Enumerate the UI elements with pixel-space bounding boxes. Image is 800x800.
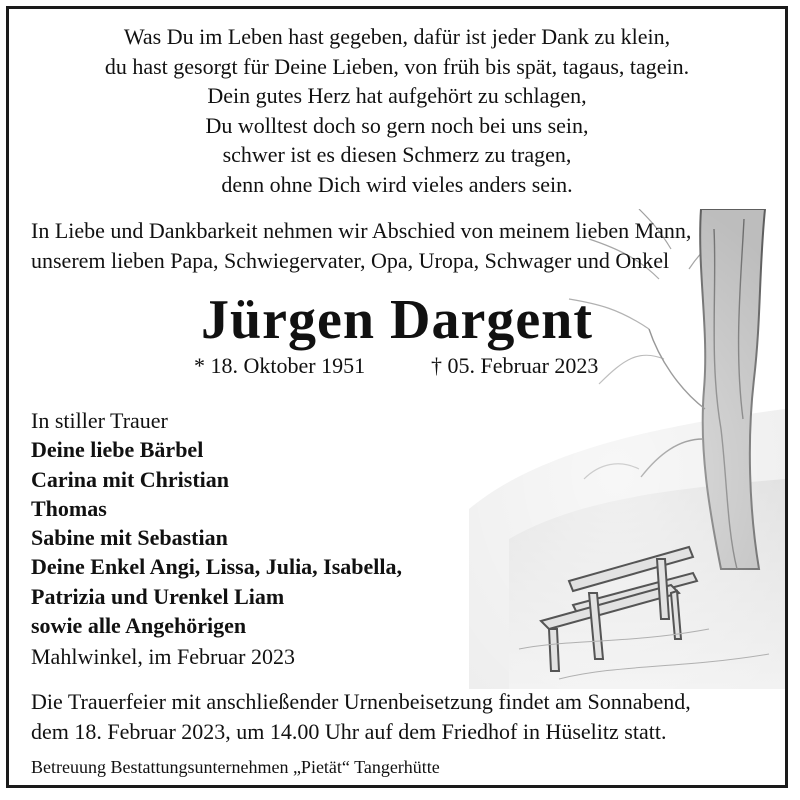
poem-line: Du wolltest doch so gern noch bei uns sein,: [205, 112, 589, 138]
poem-line: schwer ist es diesen Schmerz zu tragen,: [222, 142, 572, 168]
mourner-name: sowie alle Angehörigen: [31, 613, 247, 639]
mourners-heading: In stiller Trauer: [31, 408, 168, 433]
farewell-intro: [31, 216, 773, 276]
memorial-poem: [9, 22, 785, 200]
tree-and-bench-illustration: [409, 209, 785, 689]
death-date: † 05. Februar 2023: [431, 353, 599, 378]
deceased-name: Jürgen Dargent: [201, 289, 593, 351]
funeral-details: [31, 687, 691, 747]
poem-line: denn ohne Dich wird vieles anders sein.: [221, 171, 573, 197]
funeral-line: dem 18. Februar 2023, um 14.00 Uhr auf dem Friedhof in Hüselitz statt.: [31, 719, 667, 744]
funeral-home-credit: Betreuung Bestattungsunternehmen „Pietät“ Tangerhütte: [31, 757, 440, 777]
mourner-name: Carina mit Christian: [31, 466, 229, 492]
intro-line: unserem lieben Papa, Schwiegervater, Opa, Uropa, Schwager und Onkel: [31, 248, 670, 273]
mourner-name: Deine Enkel Angi, Lissa, Julia, Isabella,: [31, 554, 403, 580]
poem-line: Dein gutes Herz hat aufgehört zu schlagen,: [207, 83, 587, 109]
obituary-notice: [6, 6, 788, 788]
funeral-line: Die Trauerfeier mit anschließender Urnenbeisetzung findet am Sonnabend,: [31, 689, 691, 714]
mourner-name: Deine liebe Bärbel: [31, 437, 204, 463]
mourner-name: Thomas: [31, 495, 107, 521]
birth-date: * 18. Oktober 1951: [194, 353, 366, 378]
mourner-name: Sabine mit Sebastian: [31, 525, 228, 551]
mourner-name: Patrizia und Urenkel Liam: [31, 583, 285, 609]
mourners-list: [31, 406, 402, 640]
poem-line: Was Du im Leben hast gegeben, dafür ist jeder Dank zu klein,: [123, 24, 671, 49]
intro-line: In Liebe und Dankbarkeit nehmen wir Abschied von meinem lieben Mann,: [31, 218, 692, 243]
place-and-date: Mahlwinkel, im Februar 2023: [31, 644, 295, 669]
poem-line: du hast gesorgt für Deine Lieben, von früh bis spät, tagaus, tagein.: [104, 53, 690, 79]
